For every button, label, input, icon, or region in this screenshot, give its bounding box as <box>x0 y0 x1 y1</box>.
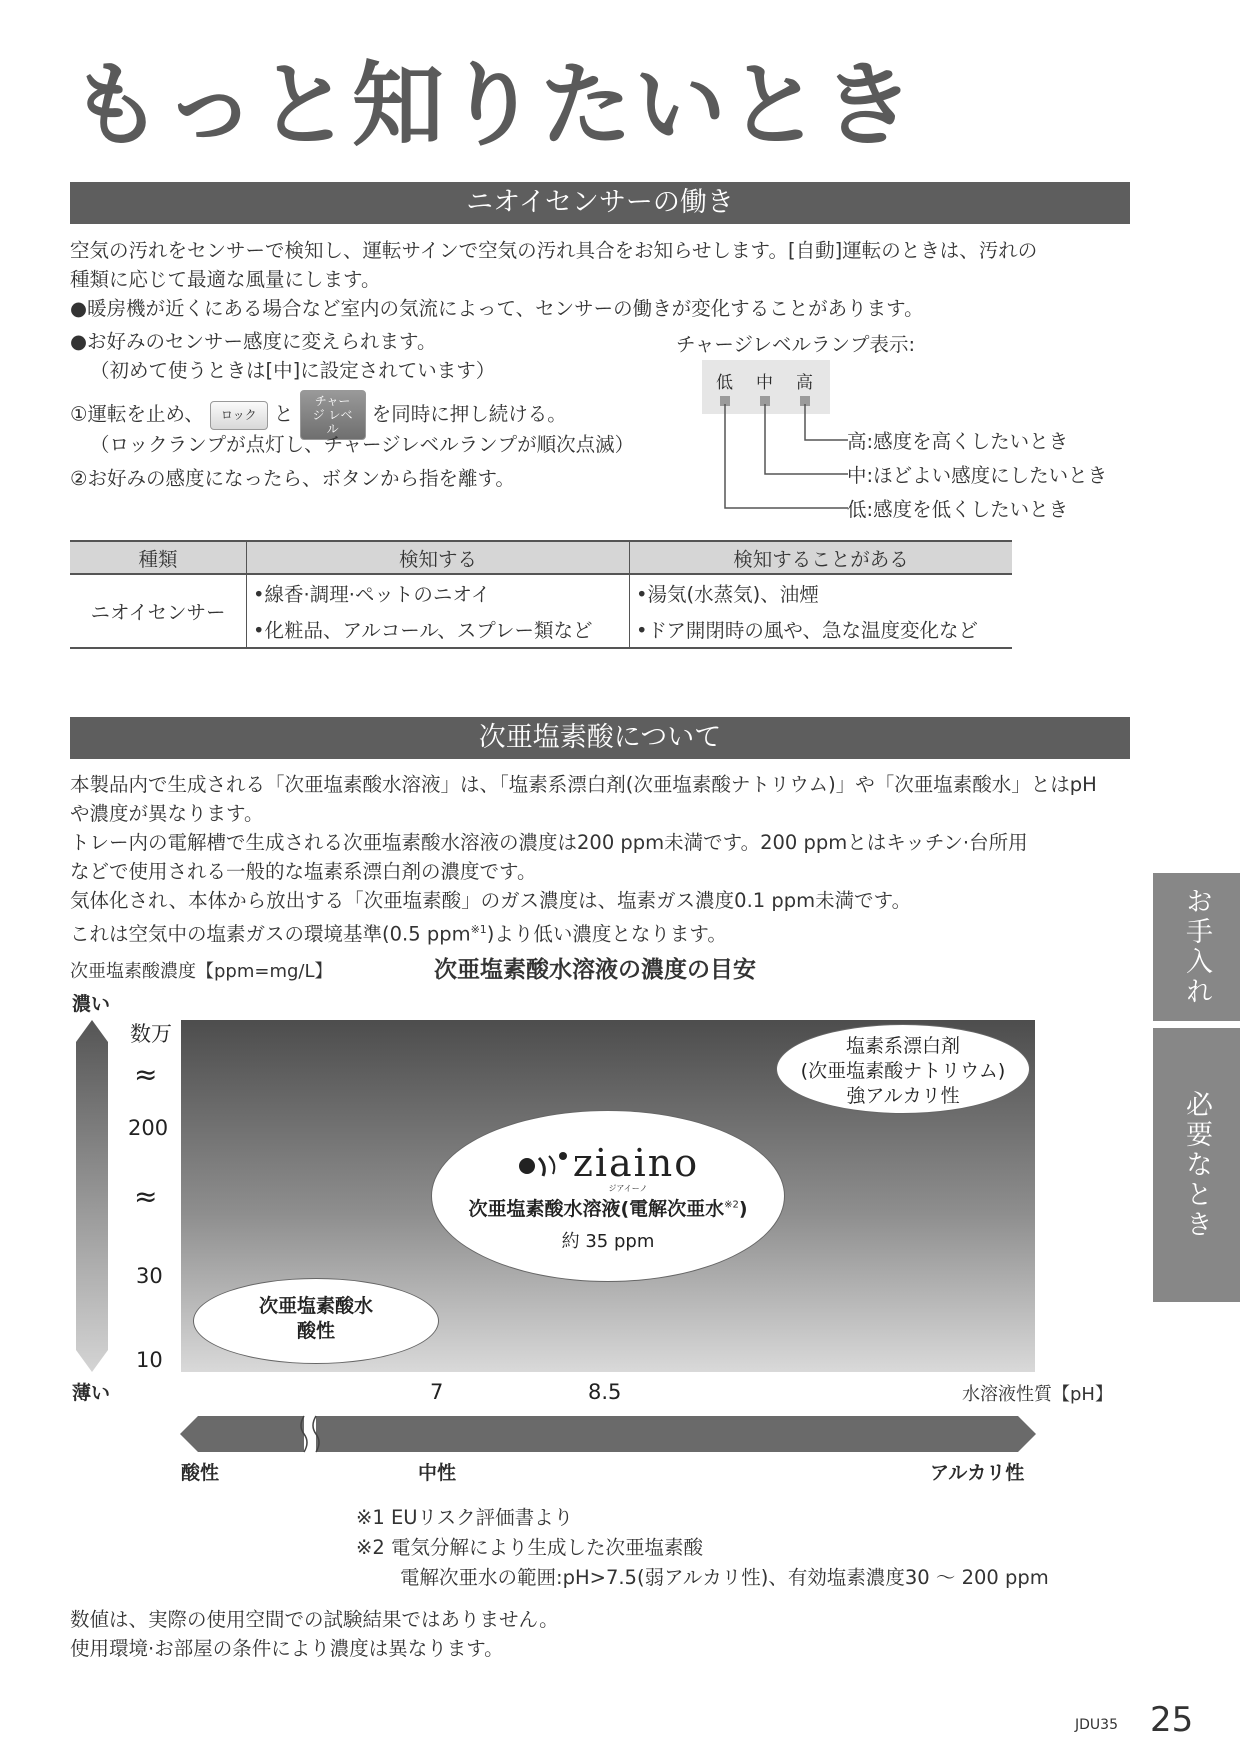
para-4-pre: これは空気中の塩素ガスの環境基準(0.5 ppm <box>70 922 471 946</box>
lamp-desc-mid: 中:ほどよい感度にしたいとき <box>847 464 1108 487</box>
step-1-post: を同時に押し続ける。 <box>371 402 567 426</box>
scale-neutral: 中性 <box>418 1462 457 1484</box>
table-cell-maybe-2: •ドア開閉時の風や、急な温度変化など <box>630 611 1013 648</box>
lamp-leader-lines <box>700 404 850 524</box>
bubble-bleach-l3: 強アルカリ性 <box>846 1085 960 1107</box>
lamp-title: チャージレベルランプ表示: <box>676 333 916 356</box>
para-2a: トレー内の電解槽で生成される次亜塩素酸水溶液の濃度は200 ppm未満です。200 ppmとはキッチン·台所用 <box>70 831 1028 854</box>
step-2: ②お好みの感度になったら、ボタンから指を離す。 <box>70 467 515 490</box>
sensor-table <box>70 540 1012 649</box>
model-code: JDU35 <box>1075 1717 1118 1733</box>
para-4 <box>70 915 727 949</box>
step-1-note: （ロックランプが点灯し、チャージレベルランプが順次点滅） <box>90 433 635 456</box>
chart-xlabel: 水溶液性質【pH】 <box>962 1384 1113 1405</box>
para-4-sup: ※1 <box>470 923 487 936</box>
ziaino-line1 <box>432 1194 784 1221</box>
bubble-acid-l1: 次亜塩素酸水 <box>258 1295 373 1317</box>
section-heading-sensor: ニオイセンサーの働き <box>70 182 1130 224</box>
step-1-text: ①運転を止め、 <box>70 402 204 426</box>
ziaino-line1-sup: ※2 <box>724 1199 739 1211</box>
ziaino-line1-end: ) <box>738 1198 748 1220</box>
concentration-arrow <box>76 1020 108 1372</box>
section-heading-hypochlorous: 次亜塩素酸について <box>70 717 1130 759</box>
ziaino-brand: ziaino <box>572 1141 700 1185</box>
page-title: もっと知りたいとき <box>70 52 917 159</box>
bullet-sensitivity: ●お好みのセンサー感度に変えられます。 <box>70 330 437 353</box>
table-cell-detect-1: •線香·調理·ペットのニオイ <box>247 574 630 611</box>
lamp-label-high: 高 <box>796 373 813 393</box>
ytick-200: 200 <box>128 1116 169 1140</box>
chart-y-low: 薄い <box>72 1382 111 1404</box>
ziaino-ruby: ジアイーノ <box>608 1184 648 1193</box>
bubble-bleach <box>776 1024 1030 1114</box>
ytick-30: 30 <box>136 1264 163 1288</box>
ziaino-logo <box>432 1141 784 1185</box>
table-cell-maybe-1: •湯気(水蒸気)、油煙 <box>630 574 1013 611</box>
footnote-2: 使用環境·お部屋の条件により濃度は異なります。 <box>70 1637 504 1660</box>
chart-ylabel: 次亜塩素酸濃度【ppm=mg/L】 <box>70 961 333 982</box>
lamp-desc-high: 高:感度を高くしたいとき <box>847 430 1069 453</box>
ytick-man: 数万 <box>130 1022 172 1046</box>
bubble-bleach-l2: (次亜塩素酸ナトリウム) <box>800 1060 1006 1082</box>
bubble-acid-l2: 酸性 <box>296 1320 335 1342</box>
para-2b: などで使用される一般的な塩素系漂白剤の濃度です。 <box>70 860 537 883</box>
footnote-1: 数値は、実際の使用空間での試験結果ではありません。 <box>70 1608 559 1631</box>
chart-y-high: 濃い <box>72 993 111 1015</box>
para-4-post: )より低い濃度となります。 <box>486 922 727 946</box>
ziaino-mark-icon <box>517 1148 573 1178</box>
note-1: ※1 EUリスク評価書より <box>356 1506 574 1529</box>
table-header-type: 種類 <box>70 541 247 574</box>
bubble-bleach-l1: 塩素系漂白剤 <box>845 1035 960 1057</box>
table-cell-detect-2: •化粧品、アルコール、スプレー類など <box>247 611 630 648</box>
xtick-7: 7 <box>430 1380 444 1404</box>
para-3: 気体化され、本体から放出する「次亜塩素酸」のガス濃度は、塩素ガス濃度0.1 ppm未満です。 <box>70 889 912 912</box>
para-1b: や濃度が異なります。 <box>70 802 264 825</box>
step-1-and: と <box>273 402 294 426</box>
side-tab-when-needed[interactable]: 必要なとき <box>1153 1028 1240 1302</box>
bullet-sensitivity-note: （初めて使うときは[中]に設定されています） <box>90 359 496 382</box>
chart-title: 次亜塩素酸水溶液の濃度の目安 <box>434 957 756 983</box>
ph-scale-arrow <box>180 1414 1036 1454</box>
intro-line-2: 種類に応じて最適な風量にします。 <box>70 268 381 291</box>
para-1a: 本製品内で生成される「次亜塩素酸水溶液」は、「塩素系漂白剤(次亜塩素酸ナトリウム)」や「次亜塩素酸水」とはpH <box>70 773 1097 796</box>
charge-level-key: チャージ レベル <box>300 390 366 440</box>
table-cell-type: ニオイセンサー <box>70 574 247 648</box>
ytick-break-2: ≈ <box>134 1180 158 1213</box>
bubble-acid <box>193 1278 439 1364</box>
lamp-desc-low: 低:感度を低くしたいとき <box>847 498 1069 521</box>
ziaino-line1-text: 次亜塩素酸水溶液(電解次亜水 <box>468 1198 725 1220</box>
lamp-label-mid: 中 <box>756 373 773 393</box>
lamp-label-low: 低 <box>716 373 733 393</box>
bullet-airflow: ●暖房機が近くにある場合など室内の気流によって、センサーの働きが変化することがあります。 <box>70 297 924 320</box>
table-header-detect: 検知する <box>247 541 630 574</box>
lock-key: ロック <box>210 401 268 430</box>
table-header-maybe: 検知することがある <box>630 541 1013 574</box>
note-2-detail: 電解次亜水の範囲:pH>7.5(弱アルカリ性)、有効塩素濃度30 ～ 200 ppm <box>400 1566 1049 1589</box>
note-2: ※2 電気分解により生成した次亜塩素酸 <box>356 1536 703 1559</box>
xtick-8-5: 8.5 <box>588 1380 622 1404</box>
ytick-10: 10 <box>136 1348 163 1372</box>
intro-line-1: 空気の汚れをセンサーで検知し、運転サインで空気の汚れ具合をお知らせします。[自動]運転のときは、汚れの <box>70 239 1038 262</box>
side-tab-care[interactable]: お手入れ <box>1153 873 1240 1021</box>
scale-acid: 酸性 <box>181 1462 220 1484</box>
page-number: 25 <box>1150 1700 1194 1740</box>
ytick-break-1: ≈ <box>134 1058 158 1091</box>
scale-alkaline: アルカリ性 <box>930 1462 1025 1484</box>
bubble-ziaino <box>431 1110 785 1282</box>
ziaino-line2: 約 35 ppm <box>561 1231 655 1252</box>
